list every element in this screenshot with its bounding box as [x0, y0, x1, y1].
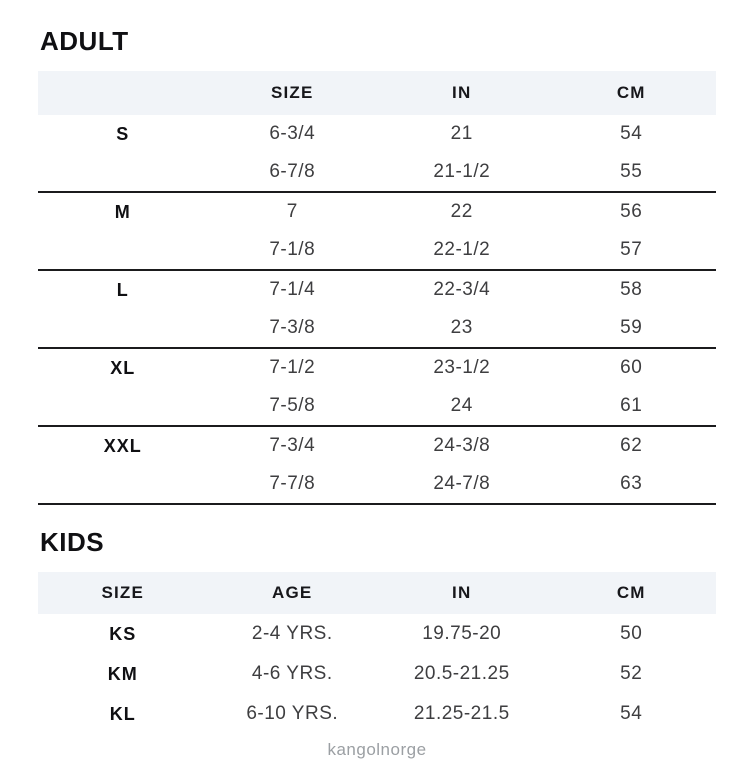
adult-size-table: [38, 71, 716, 505]
column-header-cm: CM: [547, 572, 717, 614]
in-cell: 22: [450, 201, 473, 222]
in-cell: 24-3/8: [433, 435, 491, 456]
age-cell: 6-10 YRS.: [246, 703, 339, 724]
size-label-cell: KM: [107, 663, 138, 684]
age-cell: 4-6 YRS.: [251, 663, 333, 684]
column-header-in: IN: [377, 71, 547, 115]
size-group-l: [38, 270, 716, 348]
column-header-size: SIZE: [38, 572, 208, 614]
table-row: [38, 231, 716, 270]
size-group-label: M: [114, 201, 131, 222]
size-cell: 7: [286, 201, 298, 222]
table-row: [38, 387, 716, 426]
table-row: [38, 654, 716, 694]
kids-table-header: [38, 572, 716, 614]
size-cell: 7-3/8: [269, 317, 316, 338]
in-cell: 23: [450, 317, 473, 338]
column-header-cm: CM: [547, 71, 717, 115]
cm-cell: 52: [620, 663, 643, 684]
table-row: [38, 426, 716, 465]
in-cell: 23-1/2: [433, 357, 491, 378]
cm-cell: 57: [620, 239, 643, 260]
size-group-m: [38, 192, 716, 270]
size-group-label: S: [116, 123, 130, 144]
size-cell: 7-7/8: [269, 473, 316, 494]
size-cell: 6-7/8: [269, 161, 316, 182]
in-cell: 22-1/2: [433, 239, 491, 260]
column-header-blank: [38, 71, 208, 115]
column-header-size: SIZE: [208, 71, 378, 115]
size-label-cell: KS: [109, 623, 137, 644]
in-cell: 20.5-21.25: [413, 663, 510, 684]
kids-section-title: KIDS: [40, 527, 105, 557]
in-cell: 22-3/4: [433, 279, 491, 300]
cm-cell: 61: [620, 395, 643, 416]
cm-cell: 55: [620, 161, 643, 182]
size-cell: 7-5/8: [269, 395, 316, 416]
brand-watermark: kangolnorge: [327, 740, 427, 759]
header-row: [38, 71, 716, 115]
adult-section-title: ADULT: [40, 26, 129, 56]
in-cell: 21.25-21.5: [413, 703, 510, 724]
kids-size-table: [38, 572, 716, 734]
age-cell: 2-4 YRS.: [251, 623, 333, 644]
adult-table-header: [38, 71, 716, 115]
size-cell: 7-1/2: [269, 357, 316, 378]
size-label-cell: KL: [109, 703, 136, 724]
table-row: [38, 153, 716, 192]
size-group-label-empty: [38, 153, 208, 192]
size-cell: 6-3/4: [269, 123, 316, 144]
cm-cell: 59: [620, 317, 643, 338]
size-group-label: XL: [110, 357, 136, 378]
table-row: [38, 465, 716, 504]
table-row: [38, 348, 716, 387]
cm-cell: 60: [620, 357, 643, 378]
table-row: [38, 694, 716, 734]
cm-cell: 62: [620, 435, 643, 456]
size-group-xxl: [38, 426, 716, 504]
size-group-s: [38, 115, 716, 192]
in-cell: 24-7/8: [433, 473, 491, 494]
column-header-age: AGE: [208, 572, 378, 614]
in-cell: 24: [450, 395, 473, 416]
in-cell: 21: [450, 123, 473, 144]
size-group-label-empty: [38, 387, 208, 426]
size-cell: 7-1/8: [269, 239, 316, 260]
column-header-in: IN: [377, 572, 547, 614]
size-cell: 7-3/4: [269, 435, 316, 456]
in-cell: 19.75-20: [422, 623, 502, 644]
cm-cell: 54: [620, 703, 643, 724]
table-row: [38, 270, 716, 309]
table-row: [38, 192, 716, 231]
size-group-label-empty: [38, 465, 208, 504]
size-group-label: XXL: [103, 435, 142, 456]
cm-cell: 58: [620, 279, 643, 300]
size-group-label: L: [116, 279, 129, 300]
size-group-label-empty: [38, 231, 208, 270]
size-group-xl: [38, 348, 716, 426]
cm-cell: 56: [620, 201, 643, 222]
size-cell: 7-1/4: [269, 279, 316, 300]
header-row: [38, 572, 716, 614]
size-group-label-empty: [38, 309, 208, 348]
table-row: [38, 115, 716, 153]
kids-table-body: [38, 614, 716, 734]
in-cell: 21-1/2: [433, 161, 491, 182]
table-row: [38, 309, 716, 348]
cm-cell: 50: [620, 623, 643, 644]
cm-cell: 63: [620, 473, 643, 494]
table-row: [38, 614, 716, 654]
cm-cell: 54: [620, 123, 643, 144]
